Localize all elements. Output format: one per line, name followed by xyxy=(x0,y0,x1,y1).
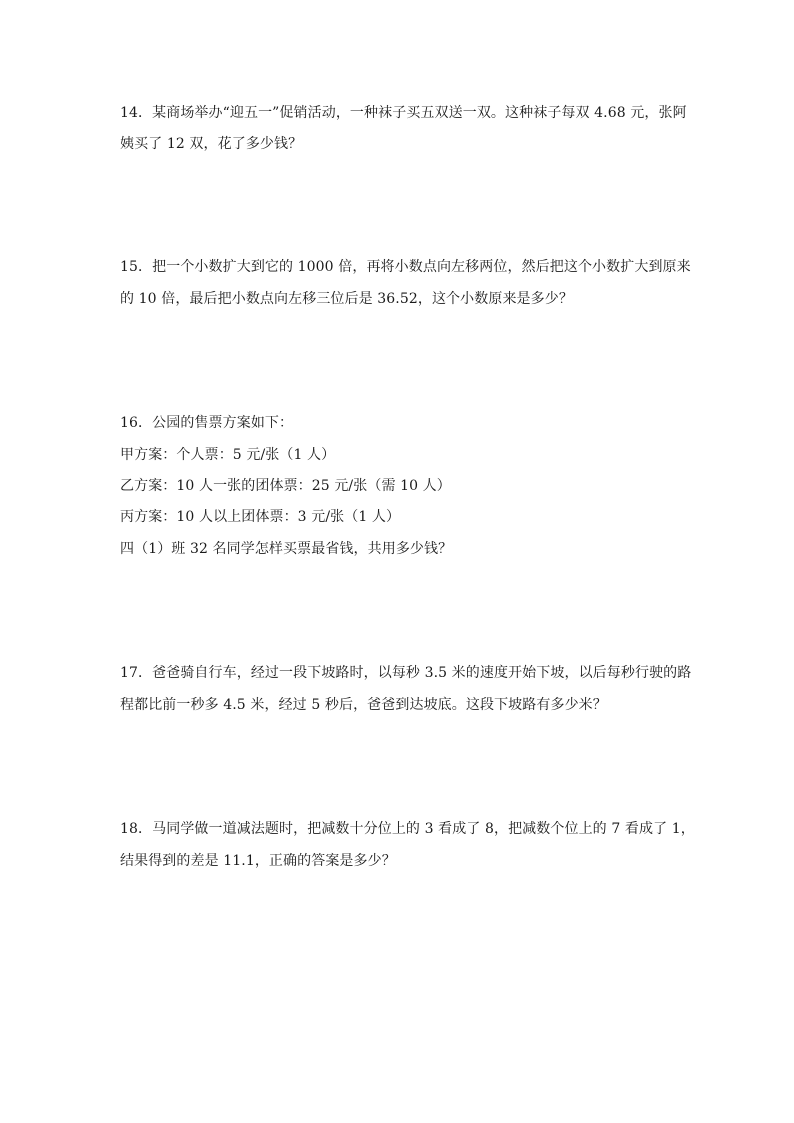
question-16-line-4: 丙方案：10 人以上团体票：3 元/张（1 人） xyxy=(120,509,401,525)
question-17-line-1: 17．爸爸骑自行车，经过一段下坡路时，以每秒 3.5 米的速度开始下坡，以后每秒行驶的路 xyxy=(120,665,692,681)
question-16-line-2: 甲方案：个人票：5 元/张（1 人） xyxy=(120,447,336,463)
question-15-line-1: 15．把一个小数扩大到它的 1000 倍，再将小数点向左移两位，然后把这个小数扩大到原来 xyxy=(120,259,691,275)
question-14-line-2: 姨买了 12 双，花了多少钱？ xyxy=(120,136,303,152)
question-18-line-1: 18．马同学做一道减法题时，把减数十分位上的 3 看成了 8，把减数个位上的 7 看成了 1， xyxy=(120,821,695,837)
question-17-line-2: 程都比前一秒多 4.5 米，经过 5 秒后，爸爸到达坡底。这段下坡路有多少米？ xyxy=(120,697,607,713)
question-14-line-1: 14．某商场举办“迎五一”促销活动，一种袜子买五双送一双。这种袜子每双 4.68 元，张阿 xyxy=(120,105,687,121)
question-18-line-2: 结果得到的差是 11.1，正确的答案是多少？ xyxy=(120,853,396,869)
question-16-line-5: 四（1）班 32 名同学怎样买票最省钱，共用多少钱？ xyxy=(120,541,453,557)
question-15-line-2: 的 10 倍，最后把小数点向左移三位后是 36.52，这个小数原来是多少？ xyxy=(120,291,573,307)
question-16-line-1: 16．公园的售票方案如下： xyxy=(120,415,294,431)
question-16-line-3: 乙方案：10 人一张的团体票：25 元/张（需 10 人） xyxy=(120,478,451,494)
